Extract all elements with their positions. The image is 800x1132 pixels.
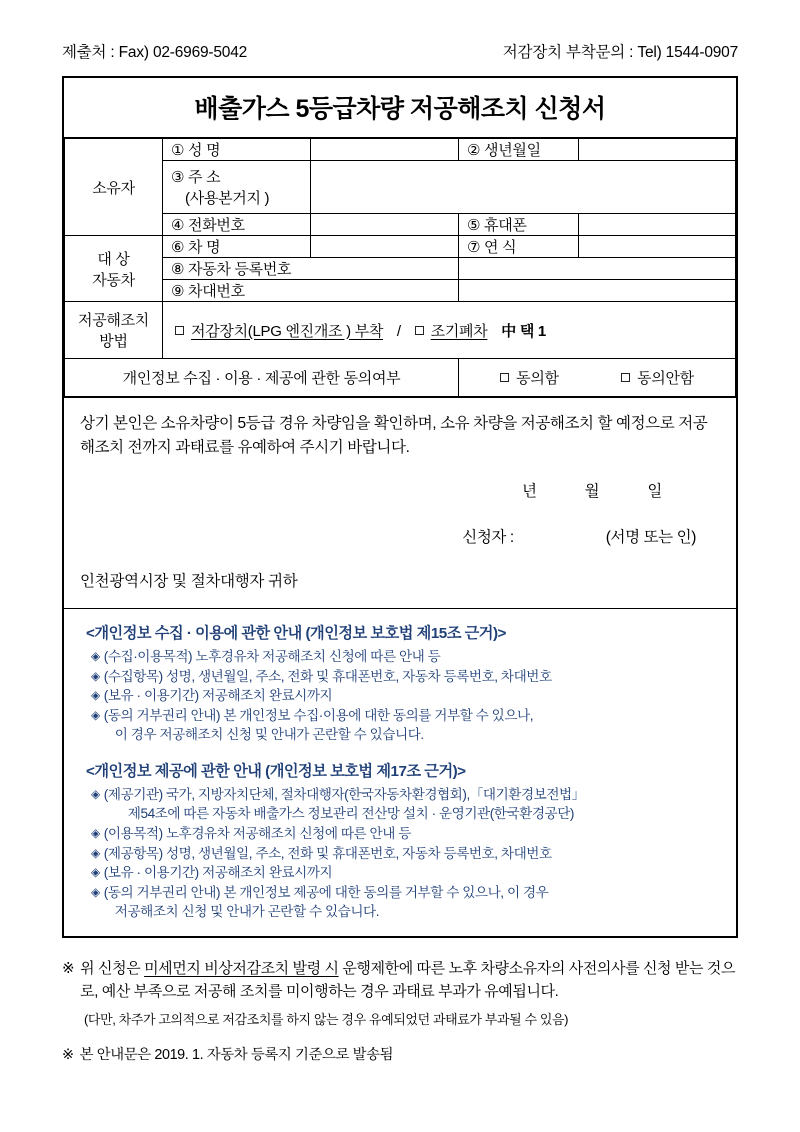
list-item: [91, 667, 726, 687]
note-mark-icon: ※: [62, 960, 75, 977]
owner-address-label-text: ③ 주 소: [171, 169, 221, 186]
privacy-s2-item-0-cont: 제54조에 따른 자동차 배출가스 정보관리 전산망 설치 · 운영기관(한국환경공단): [127, 806, 574, 822]
list-item: [91, 686, 726, 706]
diamond-bullet-icon: ◈: [91, 884, 100, 899]
list-item: [91, 844, 726, 864]
date-day-label[interactable]: 일: [647, 483, 662, 501]
owner-section-label: 소유자: [65, 139, 163, 236]
owner-phone-label: ④ 전화번호: [163, 214, 311, 236]
privacy-s1-item-3-cont: 이 경우 저공해조치 신청 및 안내가 곤란할 수 있습니다.: [114, 727, 424, 743]
privacy-s2-item-1: (이용목적) 노후경유차 저공해조치 신청에 따른 안내 등: [103, 826, 411, 842]
signature-line: [80, 526, 720, 550]
privacy-s2-item-3: (보유 · 이용기간) 저공해조치 완료시까지: [103, 865, 333, 881]
device-inquiry-tel: 저감장치 부착문의 : Tel) 1544-0907: [502, 44, 738, 61]
privacy-section-gap: [86, 745, 726, 760]
form-fields-table: [64, 138, 736, 397]
diamond-bullet-icon: ◈: [91, 845, 100, 860]
applicant-label[interactable]: 신청자 :: [462, 529, 514, 547]
method-label-line2: 방법: [99, 333, 128, 350]
footer-note-2: [62, 1045, 752, 1067]
diamond-bullet-icon: ◈: [91, 786, 100, 801]
note-mark-icon: ※: [62, 1047, 74, 1064]
top-contact-line: [62, 40, 738, 62]
declaration-block: [64, 397, 736, 608]
method-section-label: [65, 302, 163, 359]
privacy-s1-item-3: [104, 706, 726, 745]
note-1-part-2: 운행제한에 따른 노후 차량소유자의 사전의사를 신청 받는 것으로, 예산 부족으로 저공해 조치를 미이행하는 경우 과태료 부과가 유예됩니다.: [80, 960, 736, 1000]
table-row: [65, 161, 736, 214]
diamond-bullet-icon: ◈: [91, 707, 100, 722]
footer-notes: [62, 958, 752, 1067]
footer-note-1: [62, 958, 752, 1004]
diamond-bullet-icon: ◈: [91, 668, 100, 683]
owner-birth-input[interactable]: [579, 139, 736, 161]
submit-to-fax: 제출처 : Fax) 02-6969-5042: [62, 44, 248, 61]
privacy-notice-box: [64, 608, 736, 936]
privacy-s2-item-4-cont: 저공해조치 신청 및 안내가 곤란할 수 있습니다.: [114, 904, 380, 920]
vehicle-section-label: [65, 236, 163, 302]
footer-note-2-text: 본 안내문은 2019. 1. 자동차 등록지 기준으로 발송됨: [79, 1047, 394, 1064]
date-month-label[interactable]: 월: [584, 483, 600, 501]
vehicle-name-input[interactable]: [311, 236, 459, 258]
privacy-section-1-heading: <개인정보 수집 · 이용에 관한 안내 (개인정보 보호법 제15조 근거)>: [86, 625, 506, 643]
addressee-line: 인천광역시장 및 절차대행자 귀하: [80, 573, 298, 591]
vehicle-section-label-line2: 자동차: [92, 271, 135, 289]
method-option-2-label[interactable]: 조기폐차: [430, 322, 488, 340]
vehicle-vin-input[interactable]: [459, 280, 736, 302]
list-item: [91, 785, 726, 824]
date-year-label[interactable]: 년: [521, 483, 537, 501]
list-item: [91, 883, 726, 922]
owner-birth-label: ② 생년월일: [459, 139, 579, 161]
diamond-bullet-icon: ◈: [91, 688, 100, 703]
method-options-cell: [163, 302, 736, 359]
form-frame: [62, 76, 738, 938]
checkbox-disagree-icon[interactable]: [621, 373, 630, 382]
checkbox-agree-icon[interactable]: [500, 373, 509, 382]
privacy-section-2-heading: <개인정보 제공에 관한 안내 (개인정보 보호법 제17조 근거)>: [86, 762, 466, 780]
method-options: [171, 320, 727, 341]
note-1-underlined: 미세먼지 비상저감조치 발령 시: [144, 960, 339, 977]
method-separator: /: [396, 322, 401, 340]
date-line: [80, 480, 720, 504]
owner-name-input[interactable]: [311, 139, 459, 161]
list-item: [91, 647, 726, 667]
consent-disagree-option[interactable]: [621, 367, 694, 388]
consent-agree-label: 동의함: [516, 370, 559, 387]
privacy-s2-item-4: [104, 883, 726, 922]
privacy-s1-item-1: (수집항목) 성명, 생년월일, 주소, 전화 및 휴대폰번호, 자동차 등록번호, 차대번호: [103, 668, 552, 684]
owner-mobile-label: ⑤ 휴대폰: [459, 214, 579, 236]
owner-address-label: [163, 161, 311, 214]
owner-name-label: ① 성 명: [163, 139, 311, 161]
vehicle-registration-input[interactable]: [459, 258, 736, 280]
vehicle-year-input[interactable]: [579, 236, 736, 258]
privacy-s2-item-4-text: (동의 거부권리 안내) 본 개인정보 제공에 대한 동의를 거부할 수 있으나, 이 경우: [103, 884, 549, 900]
vehicle-vin-label: ⑨ 차대번호: [163, 280, 459, 302]
vehicle-year-label: ⑦ 연 식: [459, 236, 579, 258]
consent-agree-option[interactable]: [500, 367, 559, 388]
footer-note-1-paren: (다만, 차주가 고의적으로 저감조치를 하지 않는 경우 유예되었던 과태료가 부과될 수 있음): [84, 1011, 569, 1027]
diamond-bullet-icon: ◈: [91, 865, 100, 880]
consent-question-label: 개인정보 수집 · 이용 · 제공에 관한 동의여부: [65, 359, 459, 397]
owner-mobile-input[interactable]: [579, 214, 736, 236]
method-option-1-label[interactable]: 저감장치(LPG 엔진개조 ) 부착: [191, 322, 384, 340]
owner-phone-input[interactable]: [311, 214, 459, 236]
privacy-s1-item-3-text: (동의 거부권리 안내) 본 개인정보 수집·이용에 대한 동의를 거부할 수 있으나,: [103, 707, 534, 723]
declaration-body: 상기 본인은 소유차량이 5등급 경유 차량임을 확인하며, 소유 차량을 저공해조치 할 예정으로 저공해조치 전까지 과태료를 유예하여 주시기 바랍니다.: [80, 415, 708, 457]
privacy-s2-item-2: (제공항목) 성명, 생년월일, 주소, 전화 및 휴대폰번호, 자동차 등록번호, 차대번호: [103, 845, 552, 861]
owner-address-sublabel: (사용본거지 ): [185, 190, 270, 207]
form-title: 배출가스 5등급차량 저공해조치 신청서: [64, 78, 736, 138]
privacy-s1-item-2: (보유 · 이용기간) 저공해조치 완료시까지: [103, 688, 333, 704]
consent-options: [469, 367, 725, 388]
owner-address-input[interactable]: [311, 161, 736, 214]
table-row: [65, 214, 736, 236]
list-item: [91, 824, 726, 844]
checkbox-reduction-device-icon[interactable]: [175, 326, 184, 335]
diamond-bullet-icon: ◈: [91, 649, 100, 664]
diamond-bullet-icon: ◈: [91, 826, 100, 841]
table-row: [65, 280, 736, 302]
table-row: [65, 359, 736, 397]
method-suffix: 中 택 1: [501, 322, 546, 340]
consent-disagree-label: 동의안함: [637, 370, 694, 387]
vehicle-section-label-line1: 대 상: [97, 250, 130, 268]
method-label-line1: 저공해조치: [78, 312, 149, 329]
consent-options-cell: [459, 359, 736, 397]
table-row: [65, 236, 736, 258]
table-row: [65, 258, 736, 280]
note-1-part-1: 위 신청은: [80, 960, 145, 977]
footer-note-1-text: [80, 958, 752, 1004]
checkbox-early-scrap-icon[interactable]: [415, 326, 424, 335]
privacy-s1-item-0: (수집·이용목적) 노후경유차 저공해조치 신청에 따른 안내 등: [103, 649, 441, 665]
privacy-s2-item-0: [104, 785, 726, 824]
list-item: [91, 863, 726, 883]
table-row: [65, 139, 736, 161]
vehicle-name-label: ⑥ 차 명: [163, 236, 311, 258]
list-item: [91, 706, 726, 745]
signature-note: (서명 또는 인): [605, 529, 696, 547]
vehicle-registration-label: ⑧ 자동차 등록번호: [163, 258, 459, 280]
privacy-s2-item-0-text: (제공기관) 국가, 지방자치단체, 절차대행자(한국자동차환경협회),「대기환경보전법」: [103, 786, 585, 802]
table-row: [65, 302, 736, 359]
